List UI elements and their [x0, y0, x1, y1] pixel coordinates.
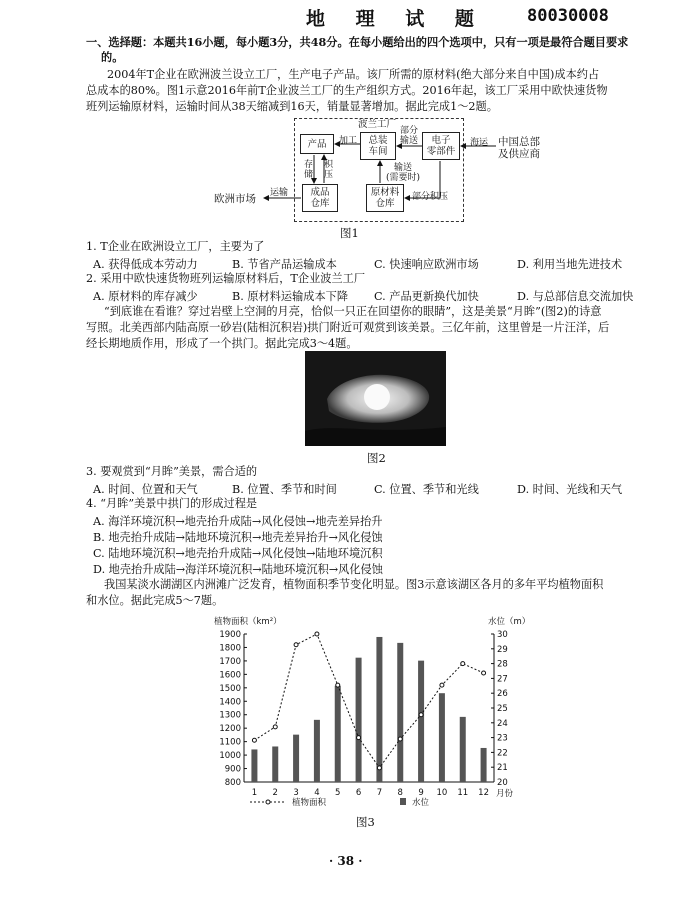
europe-market-label: 欧洲市场 [214, 193, 256, 205]
figure2-photo [305, 351, 446, 446]
right-tick-label: 22 [497, 748, 508, 759]
plant-area-point [461, 662, 465, 666]
label-process: 加工 [339, 136, 358, 146]
plant-area-point [252, 738, 256, 742]
legend-plant-area: 植物面积 [292, 798, 327, 808]
water-level-bar [481, 748, 487, 782]
intro1-line1: 2004年T企业在欧洲波兰设立工厂，生产电子产品。该厂所需的原材料(绝大部分来自中国)成本约占 [107, 68, 600, 81]
left-tick-label: 900 [224, 764, 241, 775]
q3-option-d: D. 时间、光线和天气 [517, 483, 623, 496]
factory-label: 波兰工厂 [358, 119, 397, 130]
q3-stem: 3. 要观赏到“月眸”美景，需合适的 [86, 465, 258, 478]
right-tick-label: 28 [497, 659, 508, 670]
q1-stem: 1. T企业在欧洲设立工厂，主要为了 [86, 240, 265, 253]
figure3-chart [200, 612, 540, 812]
intro1-line2: 总成本的80%。图1示意2016年前T企业波兰工厂的生产组织方式。2016年起，该工厂采用中欧快速货物 [86, 84, 608, 97]
right-tick-label: 21 [497, 763, 508, 774]
plant-area-point [419, 713, 423, 717]
legend-line-marker [266, 800, 270, 804]
right-tick-label: 26 [497, 689, 508, 700]
legend-water-level: 水位 [412, 798, 430, 808]
q2-stem: 2. 采用中欧快速货物班列运输原材料后，T企业波兰工厂 [86, 272, 366, 285]
q1-option-d: D. 利用当地先进技术 [517, 258, 623, 271]
label-storage: 存 储 [304, 160, 314, 180]
label-sea: 海运 [470, 138, 489, 148]
right-tick-label: 24 [497, 718, 508, 729]
water-level-bar [418, 661, 424, 782]
x-tick-label: 12 [478, 788, 489, 798]
hq-label: 中国总部 及供应商 [498, 136, 540, 160]
plant-area-point [336, 683, 340, 687]
section-heading: 一、选择题：本题共16小题，每小题3分，共48分。在每小题给出的四个选项中，只有一项是最符合题目要求 [86, 35, 629, 49]
q2-option-a: A. 原材料的库存减少 [93, 290, 198, 303]
right-tick-label: 30 [497, 630, 508, 640]
q3-option-a: A. 时间、位置和天气 [93, 483, 198, 496]
arch-moon-image [305, 351, 446, 446]
q1-option-b: B. 节省产品运输成本 [232, 258, 337, 271]
figure1-diagram [200, 114, 540, 224]
exam-code: 80030008 [527, 6, 609, 26]
water-level-bar [356, 658, 362, 782]
figure1-arrows [200, 114, 500, 224]
figure3-caption: 图3 [356, 815, 375, 829]
x-tick-label: 8 [397, 788, 403, 798]
plant-area-point [273, 725, 277, 729]
left-tick-label: 1800 [219, 643, 241, 654]
plant-area-point [440, 683, 444, 687]
water-level-bar [335, 686, 341, 782]
x-tick-label: 9 [418, 788, 424, 798]
left-tick-label: 1900 [219, 630, 241, 640]
q1-option-c: C. 快速响应欧洲市场 [374, 258, 479, 271]
q3-option-c: C. 位置、季节和光线 [374, 483, 479, 496]
material-warehouse-box: 原材料 仓库 [366, 184, 404, 212]
q3-option-b: B. 位置、季节和时间 [232, 483, 337, 496]
right-tick-label: 23 [497, 733, 508, 744]
left-tick-label: 1400 [219, 697, 241, 708]
water-level-bar [293, 735, 299, 782]
figure2-caption: 图2 [367, 451, 386, 465]
right-tick-label: 25 [497, 704, 508, 714]
intro1-line3: 班列运输原材料，运输时间从38天缩减到16天，销量显著增加。据此完成1～2题。 [86, 100, 498, 113]
product-box: 产品 [300, 134, 334, 154]
left-tick-label: 1100 [219, 737, 241, 748]
label-backlog: 积 压 [324, 160, 334, 180]
plant-area-point [482, 671, 486, 675]
plant-area-point [357, 736, 361, 740]
q2-option-b: B. 原材料运输成本下降 [232, 290, 349, 303]
label-partial-backlog: 部分积压 [412, 192, 449, 202]
x-tick-label: 10 [436, 788, 448, 798]
left-tick-label: 1300 [219, 710, 241, 721]
water-level-bar [272, 746, 278, 782]
x-tick-label: 2 [272, 788, 278, 798]
water-level-bar [460, 717, 466, 782]
intro2-line1: “到底谁在看谁？穿过岩壁上空洞的月亮，恰似一只正在回望你的眼睛”，这是美景“月眸”(图2)的诗意 [104, 305, 602, 318]
water-level-bar [439, 693, 445, 782]
q1-option-a: A. 获得低成本劳动力 [93, 258, 198, 271]
plant-area-point [398, 737, 402, 741]
q2-option-d: D. 与总部信息交流加快 [517, 290, 634, 303]
water-level-bar [314, 720, 320, 782]
x-unit-label: 月份 [496, 789, 514, 799]
right-tick-label: 27 [497, 674, 508, 685]
x-tick-label: 7 [376, 788, 383, 798]
intro2-line2: 写照。北美西部内陆高原一砂岩(陆相沉积岩)拱门附近可观赏到该美景。三亿年前，这里曾是一片汪洋，后 [86, 321, 610, 334]
section-heading-cont: 的。 [101, 50, 124, 64]
intro3-line2: 和水位。据此完成5～7题。 [86, 594, 224, 607]
left-tick-label: 1200 [219, 724, 241, 735]
x-tick-label: 11 [457, 788, 469, 798]
legend-bar-symbol [400, 798, 406, 805]
q4-option-c: C. 陆地环境沉积→地壳抬升成陆→风化侵蚀→陆地环境沉积 [93, 547, 383, 560]
chart-svg [200, 612, 540, 812]
water-level-bar [397, 643, 403, 782]
parts-box: 电子 零部件 [422, 132, 460, 160]
water-level-bar [376, 637, 382, 782]
left-tick-label: 1500 [219, 683, 241, 694]
label-transport: 运输 [270, 188, 289, 198]
assembly-box: 总装 车间 [360, 132, 396, 160]
left-tick-label: 800 [224, 778, 241, 788]
intro2-line3: 经长期地质作用，形成了一个拱门。据此完成3～4题。 [86, 337, 358, 350]
intro3-line1: 我国某淡水湖湖区内洲滩广泛发育，植物面积季节变化明显。图3示意该湖区各月的多年平均植物面积 [104, 578, 604, 591]
q4-option-b: B. 地壳抬升成陆→陆地环境沉积→地壳差异抬升→风化侵蚀 [93, 531, 383, 544]
q2-option-c: C. 产品更新换代加快 [374, 290, 479, 303]
label-partial: 部分 输送 [400, 126, 419, 146]
left-tick-label: 1700 [219, 656, 241, 667]
page-number: · 38 · [329, 854, 363, 868]
figure1-caption: 图1 [340, 226, 359, 240]
water-level-bar [251, 749, 257, 782]
plant-area-point [377, 766, 381, 770]
page-title: 地 理 试 题 [306, 8, 486, 30]
x-tick-label: 1 [251, 788, 258, 798]
left-tick-label: 1600 [219, 670, 241, 681]
x-tick-label: 6 [355, 788, 362, 798]
x-tick-label: 4 [314, 788, 320, 798]
label-transport-need: 输送 (需要时) [386, 163, 421, 183]
q4-stem: 4. “月眸”美景中拱门的形成过程是 [86, 497, 258, 510]
right-tick-label: 20 [497, 778, 508, 788]
finished-warehouse-box: 成品 仓库 [302, 184, 338, 212]
x-tick-label: 3 [293, 788, 299, 798]
x-tick-label: 5 [335, 788, 341, 798]
left-axis-label: 植物面积（km²） [214, 617, 282, 627]
plant-area-point [315, 632, 319, 636]
plant-area-line [254, 634, 483, 768]
q4-option-a: A. 海洋环境沉积→地壳抬升成陆→风化侵蚀→地壳差异抬升 [93, 515, 383, 528]
plant-area-point [294, 643, 298, 647]
right-axis-label: 水位（m） [488, 617, 531, 627]
right-tick-label: 29 [497, 644, 508, 655]
q4-option-d: D. 地壳抬升成陆→海洋环境沉积→陆地环境沉积→风化侵蚀 [93, 563, 383, 576]
left-tick-label: 1000 [219, 751, 241, 762]
